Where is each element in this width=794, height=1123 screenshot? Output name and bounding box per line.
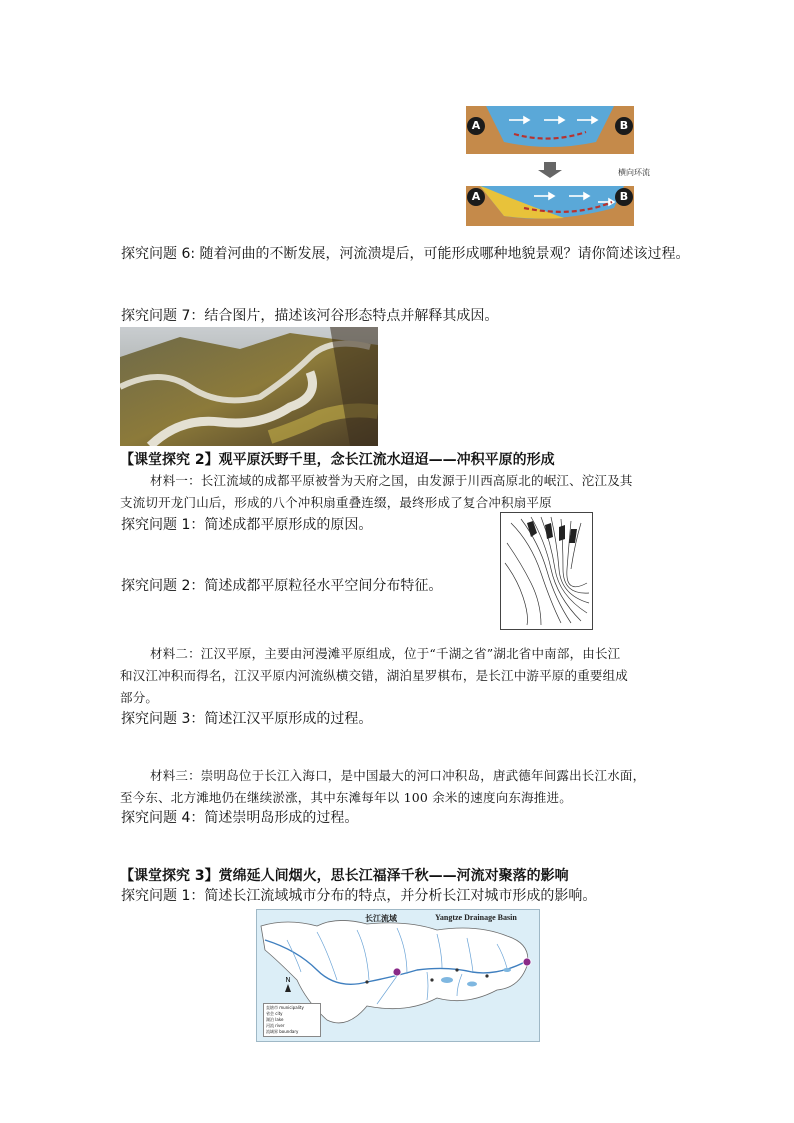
legend-item: 湖泊 lake [266,1017,284,1022]
legend-item: 省会 city [266,1011,283,1016]
yangtze-basin-map [256,909,540,1042]
section-2-title: 【课堂探究 2】观平原沃野千里，念长江流水迢迢——冲积平原的形成 [120,452,555,468]
material-2-line-3: 部分。 [120,690,159,705]
point-a-top: A [467,117,485,135]
map-title-cn: 长江流域 [365,914,397,923]
point-b-top: B [615,117,633,135]
material-2-line-2: 和汉江冲积而得名，江汉平原内河流纵横交错，湖泊星罗棋布，是长江中游平原的重要组成 [120,668,629,683]
alluvial-fan-sketch [500,512,593,630]
section-3-question-1: 探究问题 1：简述长江流域城市分布的特点，并分析长江对城市形成的影响。 [121,888,597,904]
material-3-line-1: 材料三：崇明岛位于长江入海口，是中国最大的河口冲积岛，唐武德年间露出长江水面， [150,768,646,783]
question-6: 探究问题 6: 随着河曲的不断发展，河流溃堤后，可能形成哪种地貌景观？请你简述该过程。 [121,246,690,262]
map-title-en: Yangtze Drainage Basin [435,913,517,922]
material-2-line-1: 材料二：江汉平原，主要由河漫滩平原组成，位于“千湖之省”湖北省中南部，由长江 [150,646,621,661]
section-3-title: 【课堂探究 3】赏绵延人间烟火，思长江福泽千秋——河流对聚落的影响 [120,868,569,884]
map-legend [263,1003,321,1037]
material-3-line-2: 至今东、北方滩地仍在继续淤涨，其中东滩每年以 100 余米的速度向东海推进。 [120,790,572,805]
north-label: N [285,976,291,984]
point-b-bottom: B [615,188,633,206]
section-2-question-4: 探究问题 4：简述崇明岛形成的过程。 [121,810,359,826]
legend-item: 流域界 boundary [266,1029,299,1034]
river-cross-section-figure [464,104,686,229]
point-a-bottom: A [467,188,485,206]
legend-item: 直辖市 municipality [266,1005,304,1010]
river-valley-photo [120,327,378,446]
lateral-circulation-caption: 横向环流 [618,168,650,177]
north-arrow-icon [283,976,293,996]
question-7: 探究问题 7：结合图片，描述该河谷形态特点并解释其成因。 [121,308,499,324]
section-2-question-2: 探究问题 2：简述成都平原粒径水平空间分布特征。 [121,578,443,594]
material-1-line-1: 材料一：长江流域的成都平原被誉为天府之国，由发源于川西高原北的岷江、沱江及其 [150,473,633,488]
section-2-question-3: 探究问题 3：简述江汉平原形成的过程。 [121,711,373,727]
legend-item: 河流 river [266,1023,285,1028]
section-2-question-1: 探究问题 1：简述成都平原形成的原因。 [121,517,373,533]
material-1-line-2: 支流切开龙门山后，形成的八个冲积扇重叠连缀，最终形成了复合冲积扇平原 [120,495,552,510]
